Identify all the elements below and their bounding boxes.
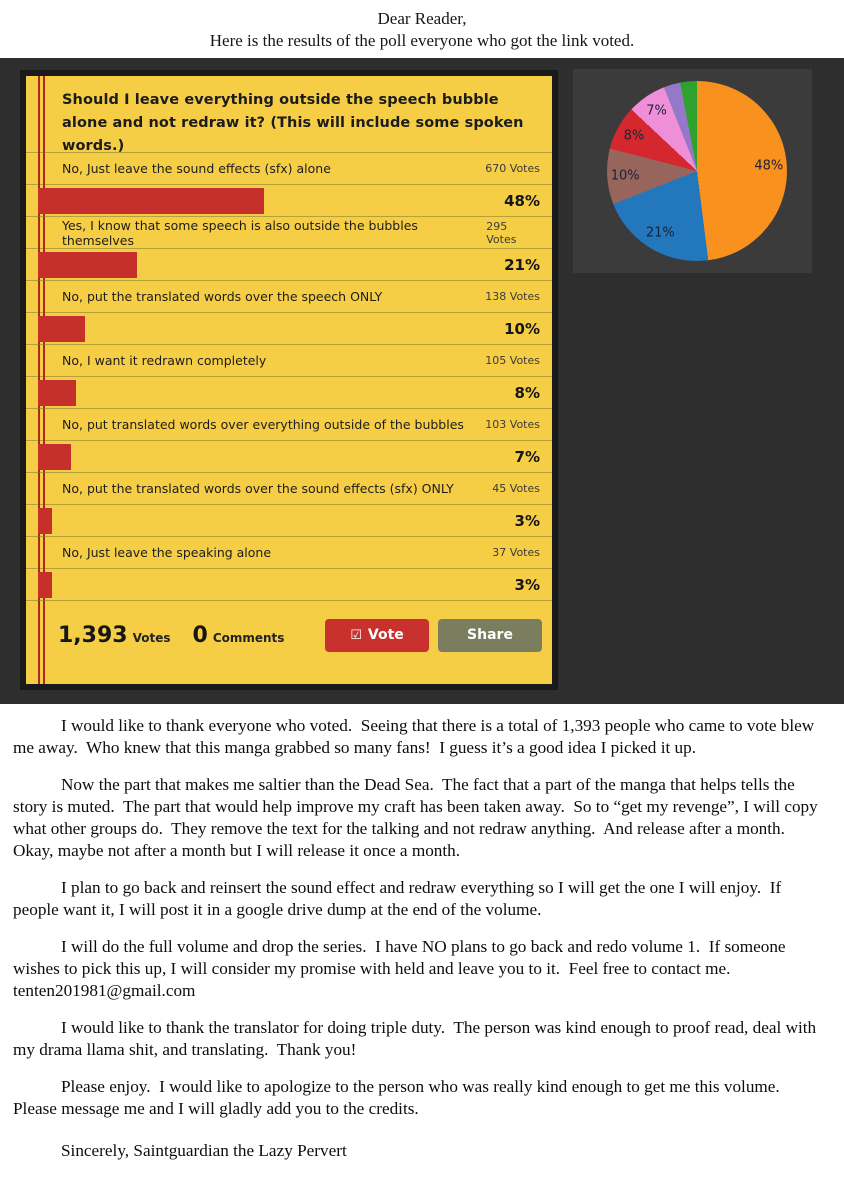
- pie-chart-panel: [573, 69, 812, 273]
- pie-slice-label: 21%: [645, 225, 675, 241]
- poll-option-votes: 295 Votes: [486, 219, 517, 246]
- poll-option-label: No, I want it redrawn completely: [62, 353, 267, 368]
- letter-paragraph: I would like to thank the translator for doing triple duty. The person was kind enough to proof read, deal with my drama llama shit, and translating. Thank you!: [13, 1018, 821, 1059]
- poll-result-percent: 21%: [504, 256, 540, 274]
- letter-paragraph: I would like to thank everyone who voted. Seeing that there is a total of 1,393 people who came to vote blew me away. Who knew that this manga grabbed so many fans! I guess it’s a good idea I picked it up.: [13, 716, 819, 757]
- poll-result-bar-row: [26, 569, 552, 601]
- poll-option-votes: 105 Votes: [485, 354, 540, 367]
- poll-result-bar: [38, 380, 76, 406]
- poll-result-percent: 7%: [514, 448, 540, 466]
- pie-slice-label: 48%: [754, 158, 784, 174]
- share-button-label: Share: [467, 627, 513, 643]
- poll-question: Should I leave everything outside the speech bubble alone and not redraw it? (This will include some spoken words.): [26, 76, 552, 153]
- poll-result-bar: [38, 252, 137, 278]
- poll-result-percent: 48%: [504, 192, 540, 210]
- checkbox-check-icon: ☑: [350, 627, 362, 643]
- poll-option-row[interactable]: [26, 473, 552, 505]
- poll-option-label: No, put the translated words over the speech ONLY: [62, 289, 383, 304]
- poll-screenshot-band: [0, 58, 844, 704]
- poll-result-bar-row: [26, 505, 552, 537]
- poll-option-votes: 670 Votes: [485, 162, 540, 175]
- poll-option-votes: 37 Votes: [492, 546, 540, 559]
- pie-slice-label: 8%: [623, 128, 645, 144]
- vote-button[interactable]: [325, 619, 429, 652]
- poll-result-bar-row: [26, 441, 552, 473]
- poll-result-bar: [38, 316, 85, 342]
- letter-signoff: Sincerely, Saintguardian the Lazy Pervert: [61, 1141, 347, 1160]
- poll-option-row[interactable]: [26, 217, 552, 249]
- total-votes-count: 1,393: [58, 622, 128, 648]
- poll-option-label: No, put translated words over everything outside of the bubbles: [62, 417, 464, 432]
- poll-result-bar: [38, 572, 52, 598]
- poll-widget: [20, 70, 558, 690]
- vote-button-label: Vote: [367, 627, 404, 643]
- greeting-subline: Here is the results of the poll everyone who got the link voted.: [209, 31, 635, 50]
- poll-result-bar-row: [26, 377, 552, 409]
- poll-footer: [26, 601, 552, 669]
- poll-result-bar: [38, 188, 264, 214]
- pie-slice-label: 7%: [646, 103, 667, 119]
- poll-result-percent: 8%: [514, 384, 540, 402]
- poll-result-bar-row: [26, 313, 552, 345]
- poll-option-label: Yes, I know that some speech is also outside the bubbles themselves: [62, 217, 418, 248]
- letter-paragraph: Now the part that makes me saltier than the Dead Sea. The fact that a part of the manga that helps tells the story is muted. The part that would help improve my craft has been taken away. So to “get my revenge”, I will copy what other groups do. They remove the text for the talking and not redraw anything. And release after a month. Okay, maybe not after a month but I will release it once a month.: [13, 775, 823, 860]
- poll-option-row[interactable]: [26, 281, 552, 313]
- poll-result-bar: [38, 444, 71, 470]
- poll-option-label: No, Just leave the sound effects (sfx) alone: [62, 161, 331, 176]
- letter-paragraph-with-email: I will do the full volume and drop the series. I have NO plans to go back and redo volume 1. If someone wishes to pick this up, I will consider my promise with held and leave you to it. Feel free to contact me. tenten201981@gmail.com: [13, 937, 790, 1000]
- poll-result-bar-row: [26, 249, 552, 281]
- poll-option-row[interactable]: [26, 409, 552, 441]
- poll-option-votes: 45 Votes: [492, 482, 540, 495]
- poll-option-votes: 103 Votes: [485, 418, 540, 431]
- poll-option-label: No, put the translated words over the sound effects (sfx) ONLY: [62, 481, 454, 496]
- poll-option-row[interactable]: [26, 345, 552, 377]
- poll-option-row[interactable]: [26, 537, 552, 569]
- poll-result-percent: 3%: [514, 512, 540, 530]
- poll-actions: [325, 619, 542, 652]
- comments-count: 0: [192, 622, 208, 648]
- letter-greeting: [0, 0, 844, 52]
- poll-result-bar-row: [26, 185, 552, 217]
- comments-label: Comments: [212, 631, 285, 645]
- poll-option-votes: 138 Votes: [485, 290, 540, 303]
- poll-result-bar: [38, 508, 52, 534]
- poll-paper: [26, 76, 552, 684]
- pie-slice-label: 10%: [610, 168, 640, 184]
- greeting-line: Dear Reader,: [377, 9, 467, 28]
- share-button[interactable]: [438, 619, 542, 652]
- total-votes-label: Votes: [132, 631, 171, 645]
- poll-option-row[interactable]: [26, 153, 552, 185]
- letter-paragraph: I plan to go back and reinsert the sound effect and redraw everything so I will get the one I will enjoy. If people want it, I will post it in a google drive dump at the end of the volume.: [13, 878, 786, 919]
- poll-result-percent: 10%: [504, 320, 540, 338]
- letter-body: [0, 704, 844, 1162]
- poll-result-percent: 3%: [514, 576, 540, 594]
- letter-paragraph: Please enjoy. I would like to apologize to the person who was really kind enough to get me this volume. Please message me and I will gladly add you to the credits.: [13, 1077, 789, 1118]
- poll-option-label: No, Just leave the speaking alone: [62, 545, 272, 560]
